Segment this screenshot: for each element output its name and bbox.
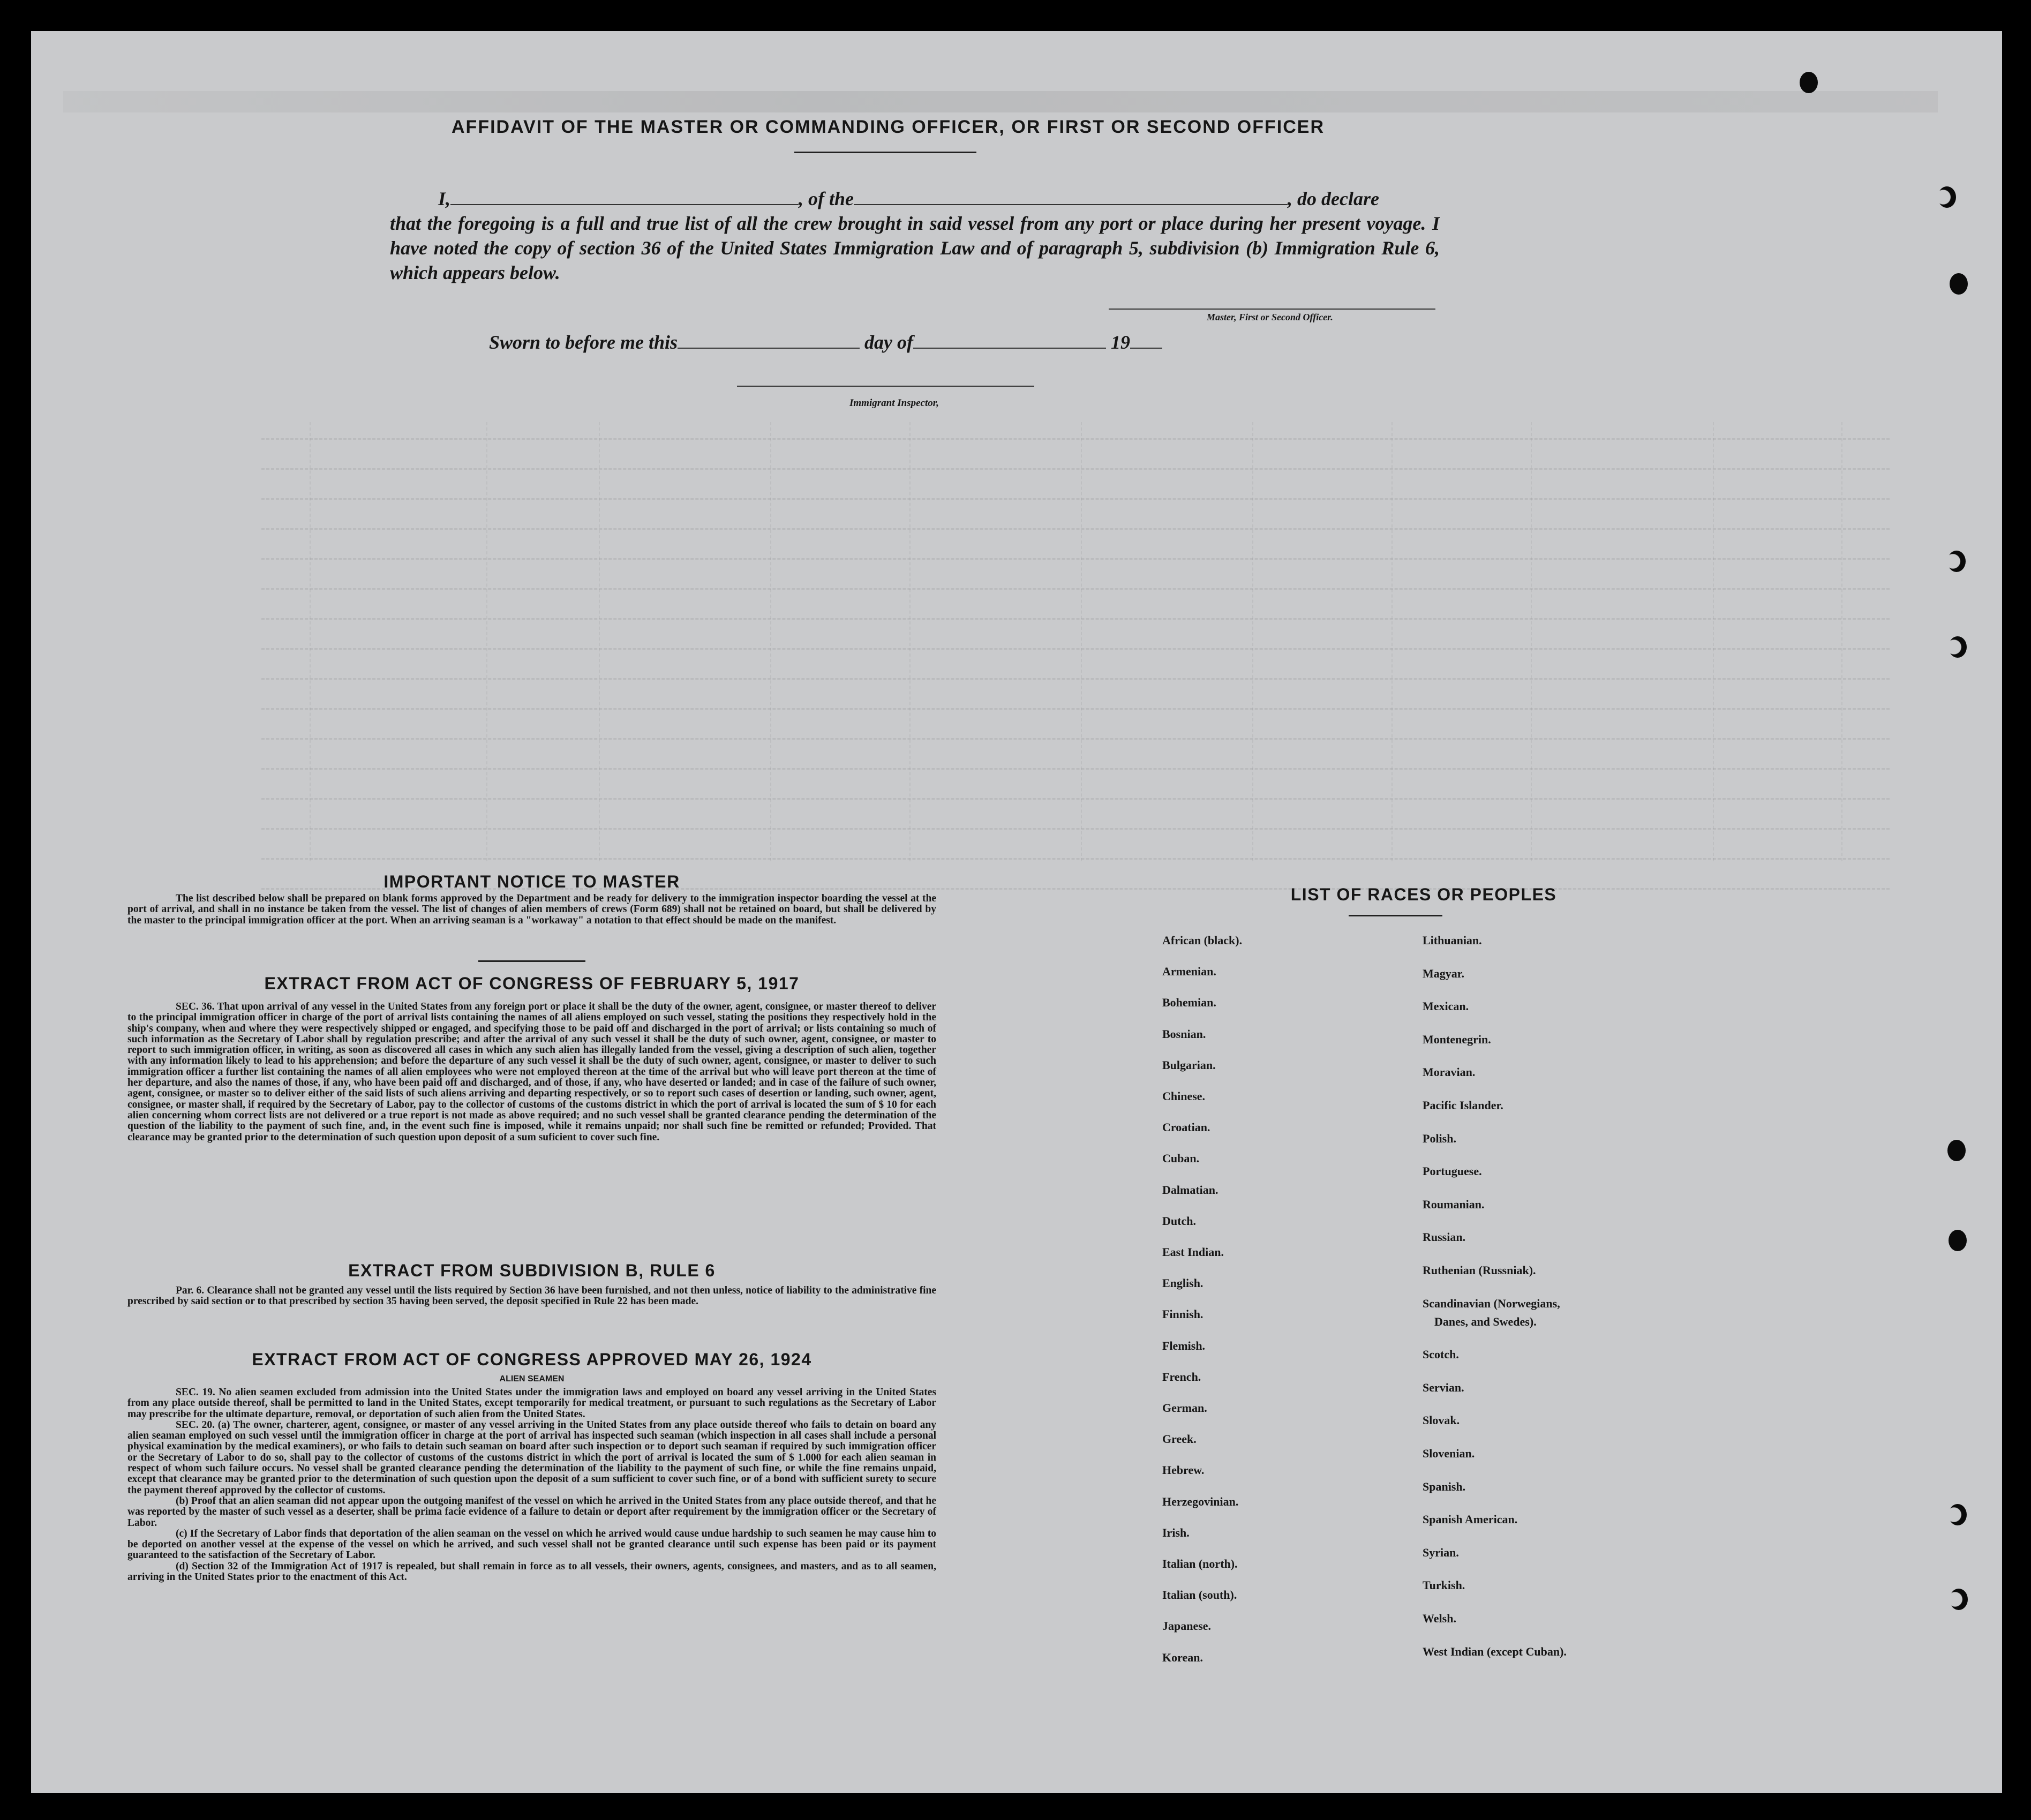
race-entry: Servian. — [1423, 1380, 1464, 1394]
race-entry: Irish. — [1162, 1525, 1190, 1539]
bleed-through-row — [261, 558, 1890, 560]
extract-1917-body — [127, 1002, 936, 1143]
affidavit-title: AFFIDAVIT OF THE MASTER OR COMMANDING OFFICER, OR FIRST OR SECOND OFFICER — [452, 117, 1325, 137]
extract-1917-title: EXTRACT FROM ACT OF CONGRESS OF FEBRUARY 5, 1917 — [264, 974, 800, 993]
sworn-day-blank — [678, 332, 860, 349]
bleed-through-column — [310, 422, 311, 861]
race-entry: East Indian. — [1162, 1245, 1224, 1259]
month-blank — [913, 332, 1106, 349]
bleed-through-column — [909, 422, 911, 861]
par-6-paragraph: Par. 6. Clearance shall not be granted any vessel until the lists required by Section 36 have been furnished, and not then unless, notice of liability to the administrative fine prescribed by said section or to that prescribed by section 35 having been served, the deposit specified in Rule 22 has been made. — [127, 1285, 936, 1307]
race-entry: Chinese. — [1162, 1089, 1206, 1103]
sec-20c-paragraph: (c) If the Secretary of Labor finds that deportation of the alien seaman on the vessel on which he arrived would cause undue hardship to such seamen he may cause him to be deported on another vessel at the expense of the vessel on which he arrived, and such vessel shall not be granted clearance until such expense has been paid or its payment guaranteed to the satisfaction of the Secretary of Labor. — [127, 1528, 936, 1561]
race-entry: Pacific Islander. — [1423, 1099, 1503, 1112]
affidavit-statement: that the foregoing is a full and true list of all the crew brought in said vessel from any port or place during her present voyage. I have noted the copy of section 36 of the United States Immigration Law and of paragraph 5, subdivision (b) Immigration Rule 6, which appears below. — [390, 213, 1440, 283]
bleed-through-row — [261, 678, 1890, 680]
punch-hole — [1949, 1504, 1967, 1525]
race-entry: Mexican. — [1423, 999, 1469, 1013]
race-entry: Finnish. — [1162, 1307, 1203, 1321]
punch-hole — [1800, 72, 1818, 93]
section-divider — [478, 960, 585, 962]
bleed-through-row — [261, 588, 1890, 590]
race-entry: Herzegovinian. — [1162, 1494, 1239, 1508]
inspector-caption: Immigrant Inspector, — [849, 397, 939, 409]
bleed-through-row — [261, 858, 1890, 860]
bleed-through-row — [261, 528, 1890, 530]
race-entry: Ruthenian (Russniak). — [1423, 1264, 1536, 1277]
race-entry: Lithuanian. — [1423, 934, 1482, 947]
punch-hole — [1950, 1589, 1968, 1610]
race-entry: Welsh. — [1423, 1612, 1456, 1625]
punch-hole — [1947, 1140, 1966, 1161]
bleed-through-column — [599, 422, 600, 861]
document-sheet — [31, 31, 2002, 1793]
race-entry: African (black). — [1162, 934, 1243, 947]
race-entry: Bohemian. — [1162, 996, 1216, 1010]
sworn-text: Sworn to before me this — [489, 332, 678, 353]
race-entry: Slovak. — [1423, 1413, 1460, 1427]
race-entry: Syrian. — [1423, 1545, 1459, 1559]
inspector-signature-line — [737, 386, 1034, 387]
punch-hole — [1950, 273, 1968, 295]
race-entry: Turkish. — [1423, 1578, 1465, 1592]
race-entry: Roumanian. — [1423, 1197, 1485, 1211]
race-entry: Japanese. — [1162, 1619, 1212, 1633]
punch-hole — [1949, 1230, 1967, 1251]
punch-hole — [1938, 186, 1956, 208]
section-36-paragraph: SEC. 36. That upon arrival of any vessel in the United States from any foreign port or place it shall be the duty of the owner, agent, consignee, or master thereof to deliver to the principal immigration officer in charge of the port of arrival lists containing the names of all aliens employed on such vessel, stating the positions they respectively hold in the ship's company, when and where they were respectively shipped or engaged, and specifying those to be paid off and discharged in the port of arrival; or lists containing so much of such information as the Secretary of Labor shall by regulation prescribe; and after the arrival of any such vessel it shall be the duty of such owner, agent, consignee, or master to report to such immigration officer, in writing, as soon as discovered all cases in which any such alien has illegally landed from the vessel, giving a description of such alien, together with any information likely to lead to his apprehension; and before the departure of any such vessel it shall be the duty of such owner, agent, consignee, or master to deliver to such immigration officer a further list containing the names of all alien employees who were not employed thereon at the time of the arrival but who will leave port thereon at the time of her departure, and also the names of those, if any, who have been paid off and discharged, and of those, if any, who have deserted or landed; and in case of the failure of such owner, agent, consignee, or master so to deliver either of the said lists of such aliens arriving and departing respectively, or so to report such cases of desertion or landing, such owner, agent, consignee, or master shall, if required by the Secretary of Labor, pay to the collector of customs of the customs district in which the port of arrival is located the sum of $ 10 for each alien concerning whom correct lists are not delivered or a true report is not made as above required; and no such vessel shall be granted clearance pending the determination of the question of the liability to the payment of such fine, and, in the event such fine is imposed, while it remains unpaid; nor shall such fine be remitted or refunded; Provided. That clearance may be granted prior to the determination of such question upon deposit of a sum suficient to cover such fine. — [127, 1001, 936, 1143]
year-blank — [1130, 332, 1162, 349]
sec-19-paragraph: SEC. 19. No alien seamen excluded from admission into the United States under the immigration laws and employed on board any vessel arriving in the United States from any place outside thereof, shall be permitted to land in the United States, except temporarily for medical treatment, or pursuant to such regulations as the Secretary of Labor may prescribe for the ultimate departure, removal, or deportation of such alien from the United States. — [127, 1387, 936, 1420]
race-entry: Portuguese. — [1423, 1164, 1482, 1178]
race-entry: Scotch. — [1423, 1348, 1459, 1362]
race-entry: English. — [1162, 1276, 1203, 1290]
bleed-through-column — [1713, 422, 1714, 861]
extract-1924-title: EXTRACT FROM ACT OF CONGRESS APPROVED MAY 26, 1924 — [252, 1350, 812, 1369]
race-entry: Italian (south). — [1162, 1588, 1237, 1602]
bleed-through-column — [1531, 422, 1532, 861]
master-caption: Master, First or Second Officer. — [1207, 312, 1333, 322]
bleed-through-row — [261, 798, 1890, 800]
notice-paragraph: The list described below shall be prepared on blank forms approved by the Department and be ready for delivery to the immigration inspector boarding the vessel at the port of arrival, and shall in no instance be taken from the vessel. The list of changes of alien members of crews (Form 689) shall not be retained on board, but shall be delivered by the master to the principal immigration officer at the port. When an arriving seaman is a "workaway" a notation to that effect should be made on the manifest. — [127, 893, 936, 926]
name-blank — [450, 188, 799, 205]
race-entry: Danes, and Swedes). — [1434, 1314, 1537, 1328]
title-rule — [794, 152, 976, 153]
race-entry: West Indian (except Cuban). — [1423, 1644, 1567, 1658]
alien-seamen-subtitle: ALIEN SEAMEN — [499, 1374, 565, 1383]
day-of-label: day of — [864, 332, 914, 353]
race-entry: Armenian. — [1162, 965, 1216, 979]
race-entry: Montenegrin. — [1423, 1032, 1491, 1046]
punch-hole — [1949, 636, 1967, 658]
bleed-through-row — [261, 768, 1890, 770]
race-entry: Spanish. — [1423, 1479, 1466, 1493]
races-title: LIST OF RACES OR PEOPLES — [1290, 885, 1557, 904]
sec-20a-paragraph: SEC. 20. (a) The owner, charterer, agent, consignee, or master of any vessel arriving in the United States from any place outside thereof who fails to detain on board any alien seaman employed on such vessel until the immigration officer in charge at the port of arrival has inspected such seaman (which inspection in all cases shall include a personal physical examination by the medical examiners), or who fails to detain such seaman on board after such inspection or to deport such seaman if required by such immigration officer or the Secretary of Labor to do so, shall pay to the collector of customs of the customs district in which the port of arrival is located the sum of $ 1.000 for each alien seaman in respect of whom such failure occurs. No vessel shall be granted clearance pending the determination of the liability to the payment of such fine, or while the fine remains unpaid, except that clearance may be granted prior to the determination of such question upon the deposit of a sum sufficient to cover such fine, or of a bond with sufficient surety to secure the payment thereof approved by the collector of customs. — [127, 1419, 936, 1496]
bleed-through-column — [1252, 422, 1253, 861]
bleed-through-column — [1391, 422, 1393, 861]
notice-title: IMPORTANT NOTICE TO MASTER — [383, 872, 680, 891]
bleed-through-row — [261, 828, 1890, 830]
year-prefix: 19 — [1111, 332, 1131, 353]
vessel-blank — [854, 188, 1288, 205]
extract-rule6-body — [127, 1285, 936, 1307]
race-entry: Hebrew. — [1162, 1463, 1205, 1477]
bleed-through-header — [63, 91, 1938, 112]
bleed-through-column — [1841, 422, 1842, 861]
race-entry: Bulgarian. — [1162, 1058, 1216, 1072]
race-entry: Dalmatian. — [1162, 1183, 1218, 1197]
bleed-through-row — [261, 648, 1890, 650]
race-entry: German. — [1162, 1401, 1207, 1415]
race-entry: Italian (north). — [1162, 1557, 1238, 1570]
race-entry: Magyar. — [1423, 966, 1465, 980]
race-entry: Bosnian. — [1162, 1027, 1206, 1041]
bleed-through-row — [261, 618, 1890, 620]
notice-body — [127, 893, 936, 926]
bleed-through-row — [261, 708, 1890, 710]
sec-20d-paragraph: (d) Section 32 of the Immigration Act of 1917 is repealed, but shall remain in force as to all vessels, their owners, agents, consignees, and masters, and as to all seamen, arriving in the United States prior to the enactment of this Act. — [127, 1560, 936, 1583]
bleed-through-row — [261, 468, 1890, 470]
sworn-line — [489, 331, 1162, 354]
affidavit-do-declare: , do declare — [1288, 188, 1379, 209]
race-entry: Greek. — [1162, 1432, 1197, 1446]
bleed-through-column — [486, 422, 487, 861]
race-entry: French. — [1162, 1370, 1201, 1383]
races-title-rule — [1349, 915, 1442, 916]
race-entry: Spanish American. — [1423, 1513, 1518, 1526]
sec-20b-paragraph: (b) Proof that an alien seaman did not appear upon the outgoing manifest of the vessel on which he arrived in the United States from any place outside thereof, and that he was reported by the master of such vessel as a deserter, shall be prima facie evidence of a failure to detain or deport after requirement by the immigration officer or the Secretary of Labor. — [127, 1495, 936, 1529]
race-entry: Moravian. — [1423, 1065, 1476, 1079]
race-entry: Korean. — [1162, 1650, 1203, 1664]
affidavit-of-the: , of the — [799, 188, 854, 209]
bleed-through-row — [261, 738, 1890, 740]
extract-1924-body — [127, 1387, 936, 1583]
race-entry: Flemish. — [1162, 1338, 1206, 1352]
master-signature-line — [1109, 309, 1435, 310]
punch-hole — [1947, 551, 1966, 572]
race-entry: Scandinavian (Norwegians, — [1423, 1296, 1560, 1310]
affidavit-declaration-line — [438, 186, 1440, 211]
race-entry: Dutch. — [1162, 1214, 1196, 1228]
extract-rule6-title: EXTRACT FROM SUBDIVISION B, RULE 6 — [348, 1261, 716, 1280]
affidavit-i: I, — [438, 188, 451, 209]
race-entry: Russian. — [1423, 1230, 1466, 1244]
bleed-through-row — [261, 438, 1890, 440]
bleed-through-row — [261, 498, 1890, 500]
bleed-through-column — [1081, 422, 1082, 861]
race-entry: Croatian. — [1162, 1120, 1210, 1134]
race-entry: Polish. — [1423, 1131, 1456, 1145]
race-entry: Cuban. — [1162, 1152, 1200, 1165]
bleed-through-column — [770, 422, 771, 861]
race-entry: Slovenian. — [1423, 1447, 1475, 1460]
